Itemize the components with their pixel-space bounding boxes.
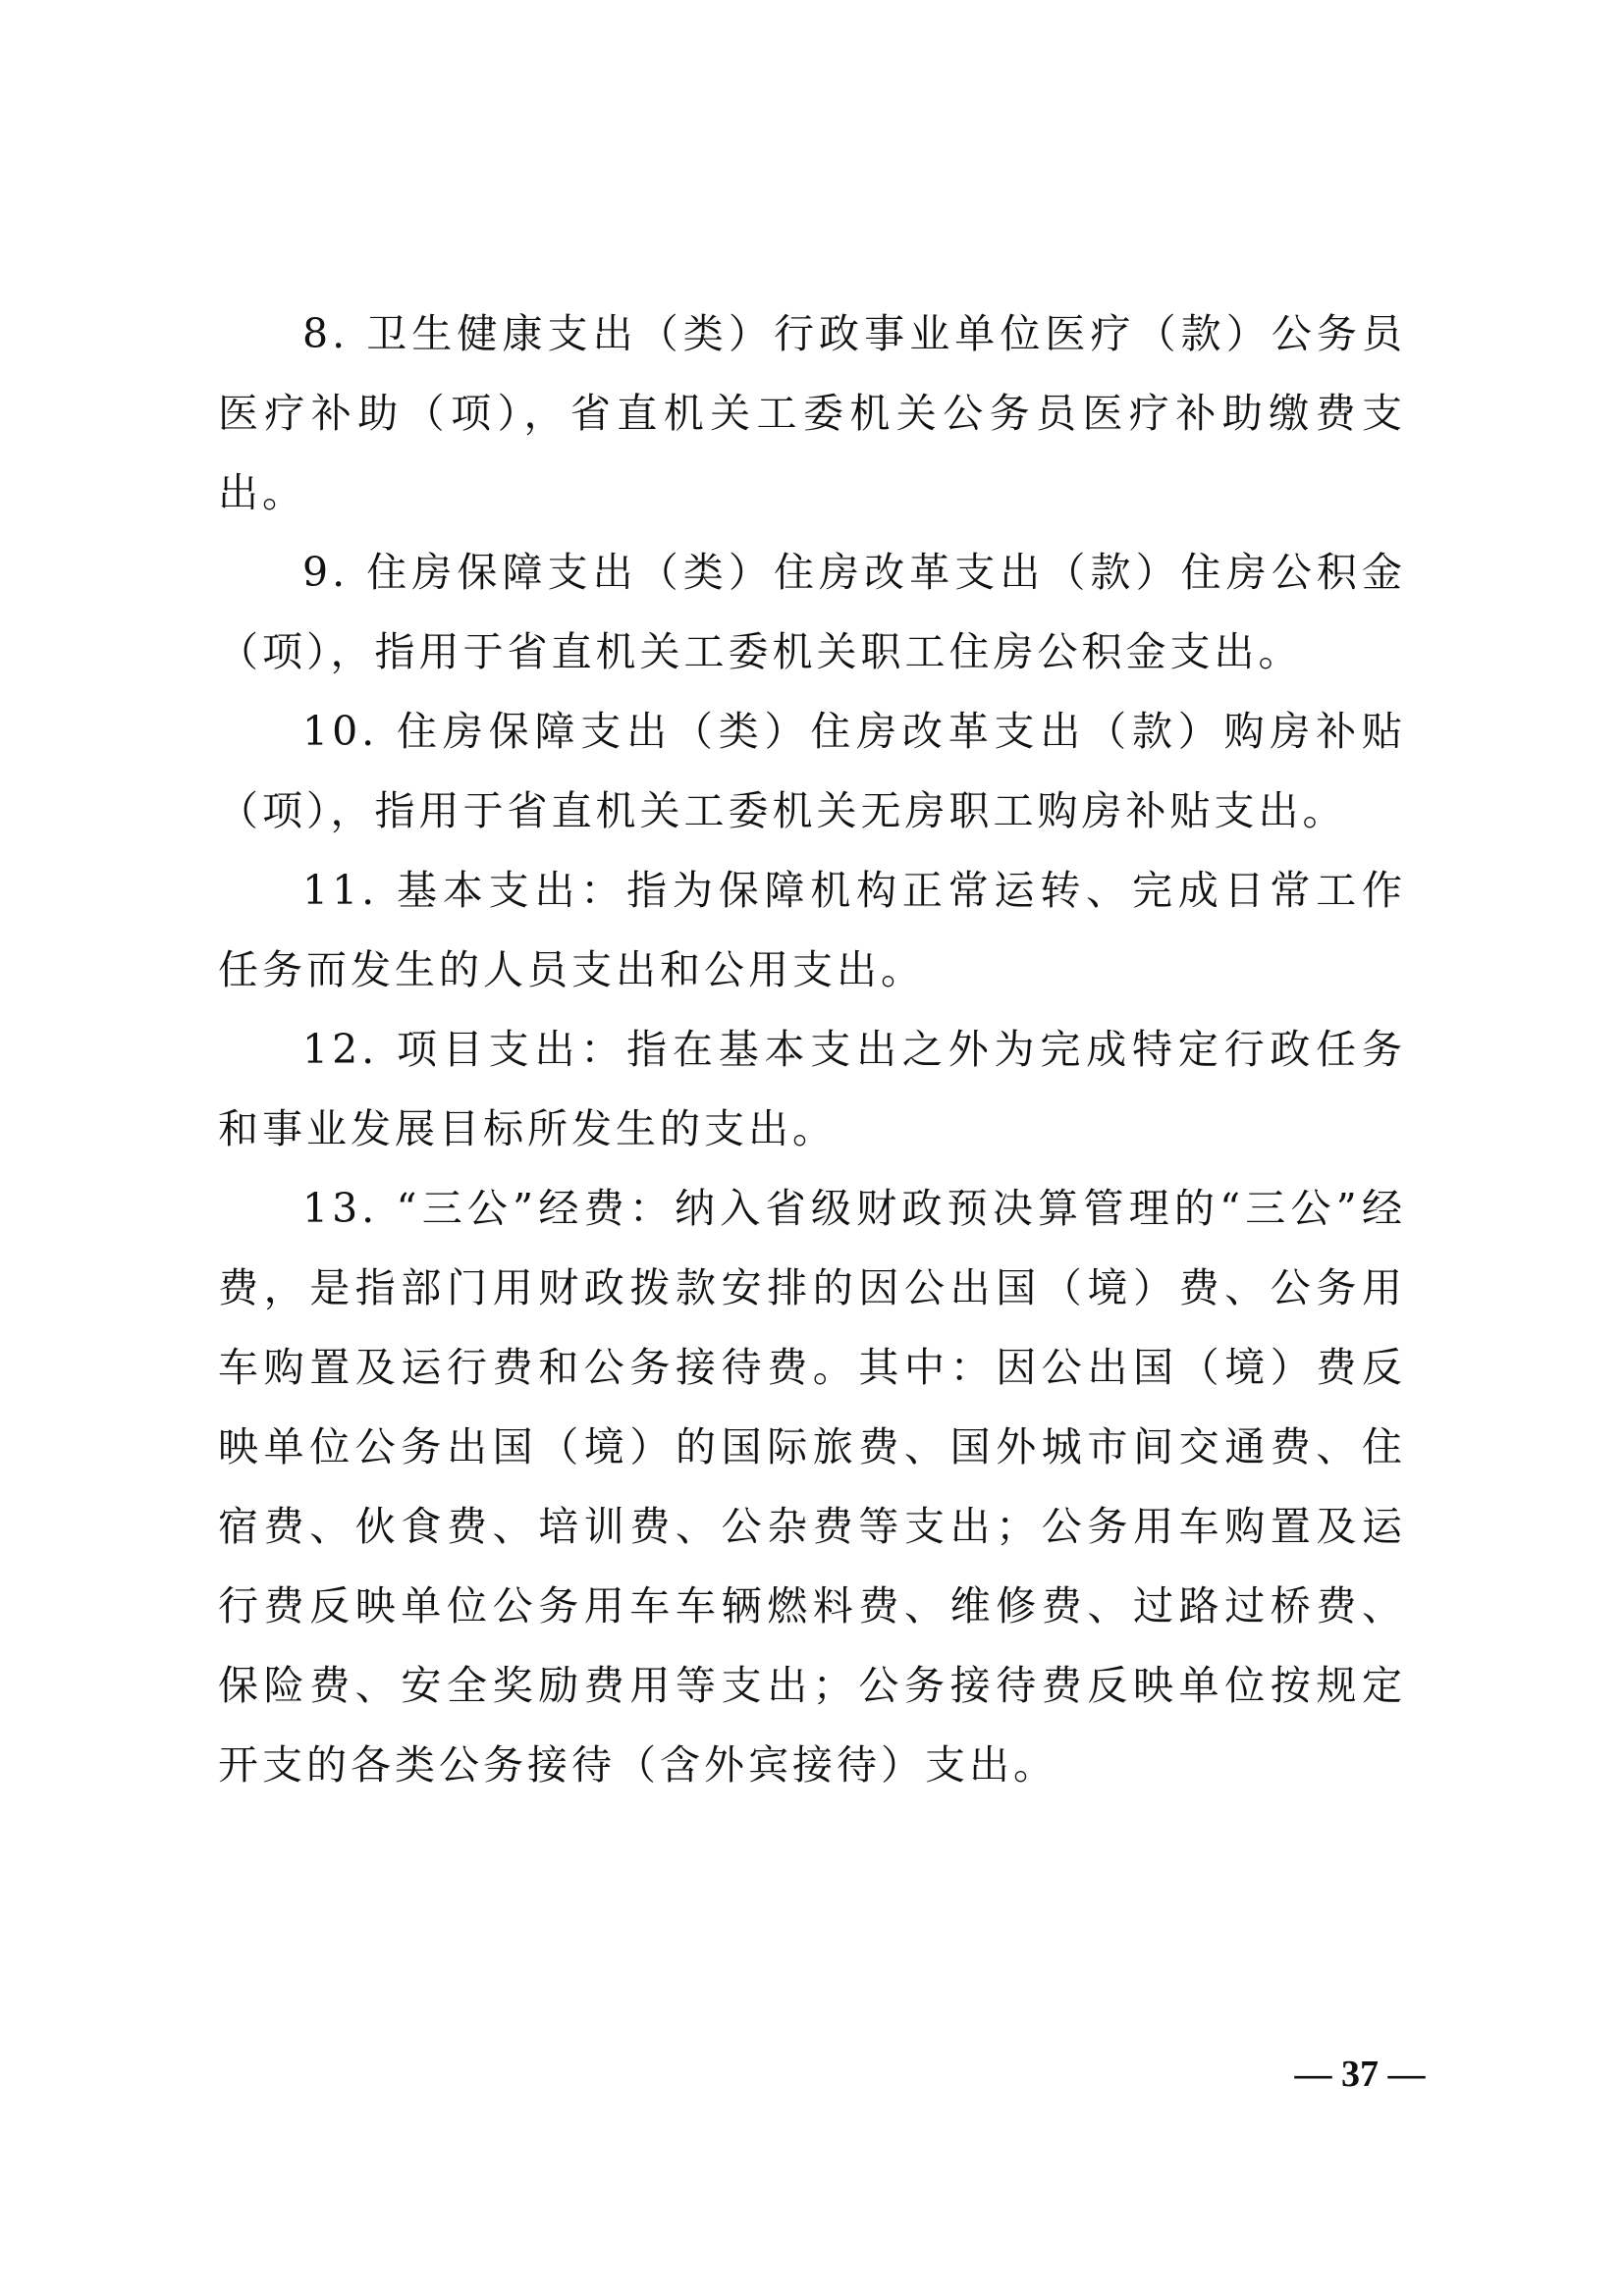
paragraph-9: 9. 住房保障支出（类）住房改革支出（款）住房公积金（项），指用于省直机关工委机关职工住房公积金支出。: [218, 549, 1406, 675]
document-body: [218, 294, 1406, 1805]
paragraph-12: 12. 项目支出：指在基本支出之外为完成特定行政任务和事业发展目标所发生的支出。: [218, 1026, 1406, 1152]
paragraph-13: 13. “三公”经费：纳入省级财政预决算管理的“三公”经费，是指部门用财政拨款安排的因公出国（境）费、公务用车购置及运行费和公务接待费。其中：因公出国（境）费反映单位公务出国（境）的国际旅费、国外城市间交通费、住宿费、伙食费、培训费、公杂费等支出；公务用车购置及运行费反映单位公务用车车辆燃料费、维修费、过路过桥费、保险费、安全奖励费用等支出；公务接待费反映单位按规定开支的各类公务接待（含外宾接待）支出。: [218, 1185, 1406, 1789]
paragraph-10: 10. 住房保障支出（类）住房改革支出（款）购房补贴（项），指用于省直机关工委机关无房职工购房补贴支出。: [218, 708, 1406, 834]
page-number: — 37 —: [1294, 2054, 1426, 2095]
paragraph-11: 11. 基本支出：指为保障机构正常运转、完成日常工作任务而发生的人员支出和公用支出。: [218, 867, 1406, 993]
paragraph-8: 8. 卫生健康支出（类）行政事业单位医疗（款）公务员医疗补助（项），省直机关工委机关公务员医疗补助缴费支出。: [218, 310, 1406, 516]
